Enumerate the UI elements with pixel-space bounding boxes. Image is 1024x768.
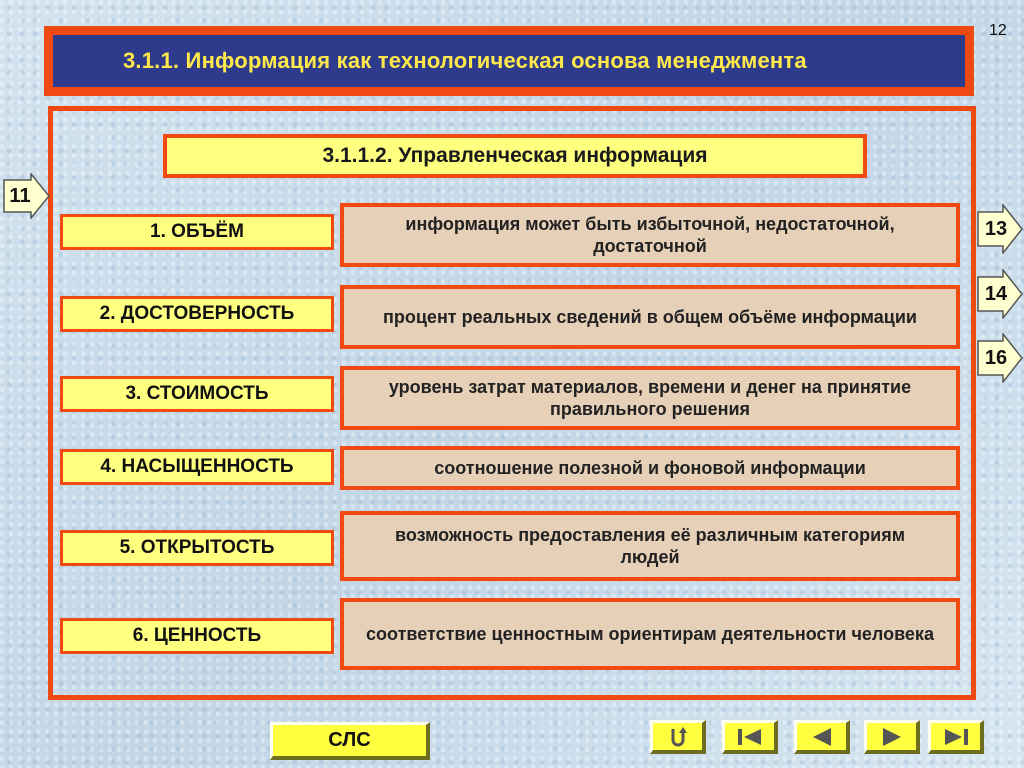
page-number: 12 (989, 22, 1007, 39)
nav-link-label: 13 (984, 217, 1008, 240)
return-icon (665, 726, 691, 748)
label-openness: 5. ОТКРЫТОСТЬ (60, 530, 334, 566)
description-volume: информация может быть избыточной, недостаточной, достаточной (340, 203, 960, 267)
first-slide-icon (735, 727, 765, 747)
next-slide-button[interactable] (864, 720, 920, 754)
description-saturation: соотношение полезной и фоновой информации (340, 446, 960, 490)
previous-slide-button[interactable] (794, 720, 850, 754)
return-button[interactable] (650, 720, 706, 754)
label-saturation: 4. НАСЫЩЕННОСТЬ (60, 449, 334, 485)
next-slide-icon (877, 727, 907, 747)
cls-button[interactable]: СЛС (270, 722, 430, 760)
nav-link-slide-13[interactable] (977, 204, 1023, 254)
last-slide-icon (941, 727, 971, 747)
page-title: 3.1.1. Информация как технологическая основа менеджмента (53, 35, 965, 87)
nav-link-slide-14[interactable] (977, 269, 1023, 319)
label-volume: 1. ОБЪЁМ (60, 214, 334, 250)
previous-slide-icon (807, 727, 837, 747)
description-reliability: процент реальных сведений в общем объёме информации (340, 285, 960, 349)
description-openness: возможность предоставления её различным категориям людей (340, 511, 960, 581)
description-value: соответствие ценностным ориентирам деятельности человека (340, 598, 960, 670)
label-value: 6. ЦЕННОСТЬ (60, 618, 334, 654)
title-bar (44, 26, 974, 96)
description-cost: уровень затрат материалов, времени и денег на принятие правильного решения (340, 366, 960, 430)
nav-link-slide-11[interactable] (3, 173, 51, 219)
nav-link-label: 14 (984, 282, 1008, 305)
label-cost: 3. СТОИМОСТЬ (60, 376, 334, 412)
nav-link-slide-16[interactable] (977, 333, 1023, 383)
nav-link-label: 11 (9, 184, 31, 207)
last-slide-button[interactable] (928, 720, 984, 754)
section-subtitle: 3.1.1.2. Управленческая информация (163, 134, 867, 178)
label-reliability: 2. ДОСТОВЕРНОСТЬ (60, 296, 334, 332)
nav-link-label: 16 (984, 346, 1008, 369)
first-slide-button[interactable] (722, 720, 778, 754)
